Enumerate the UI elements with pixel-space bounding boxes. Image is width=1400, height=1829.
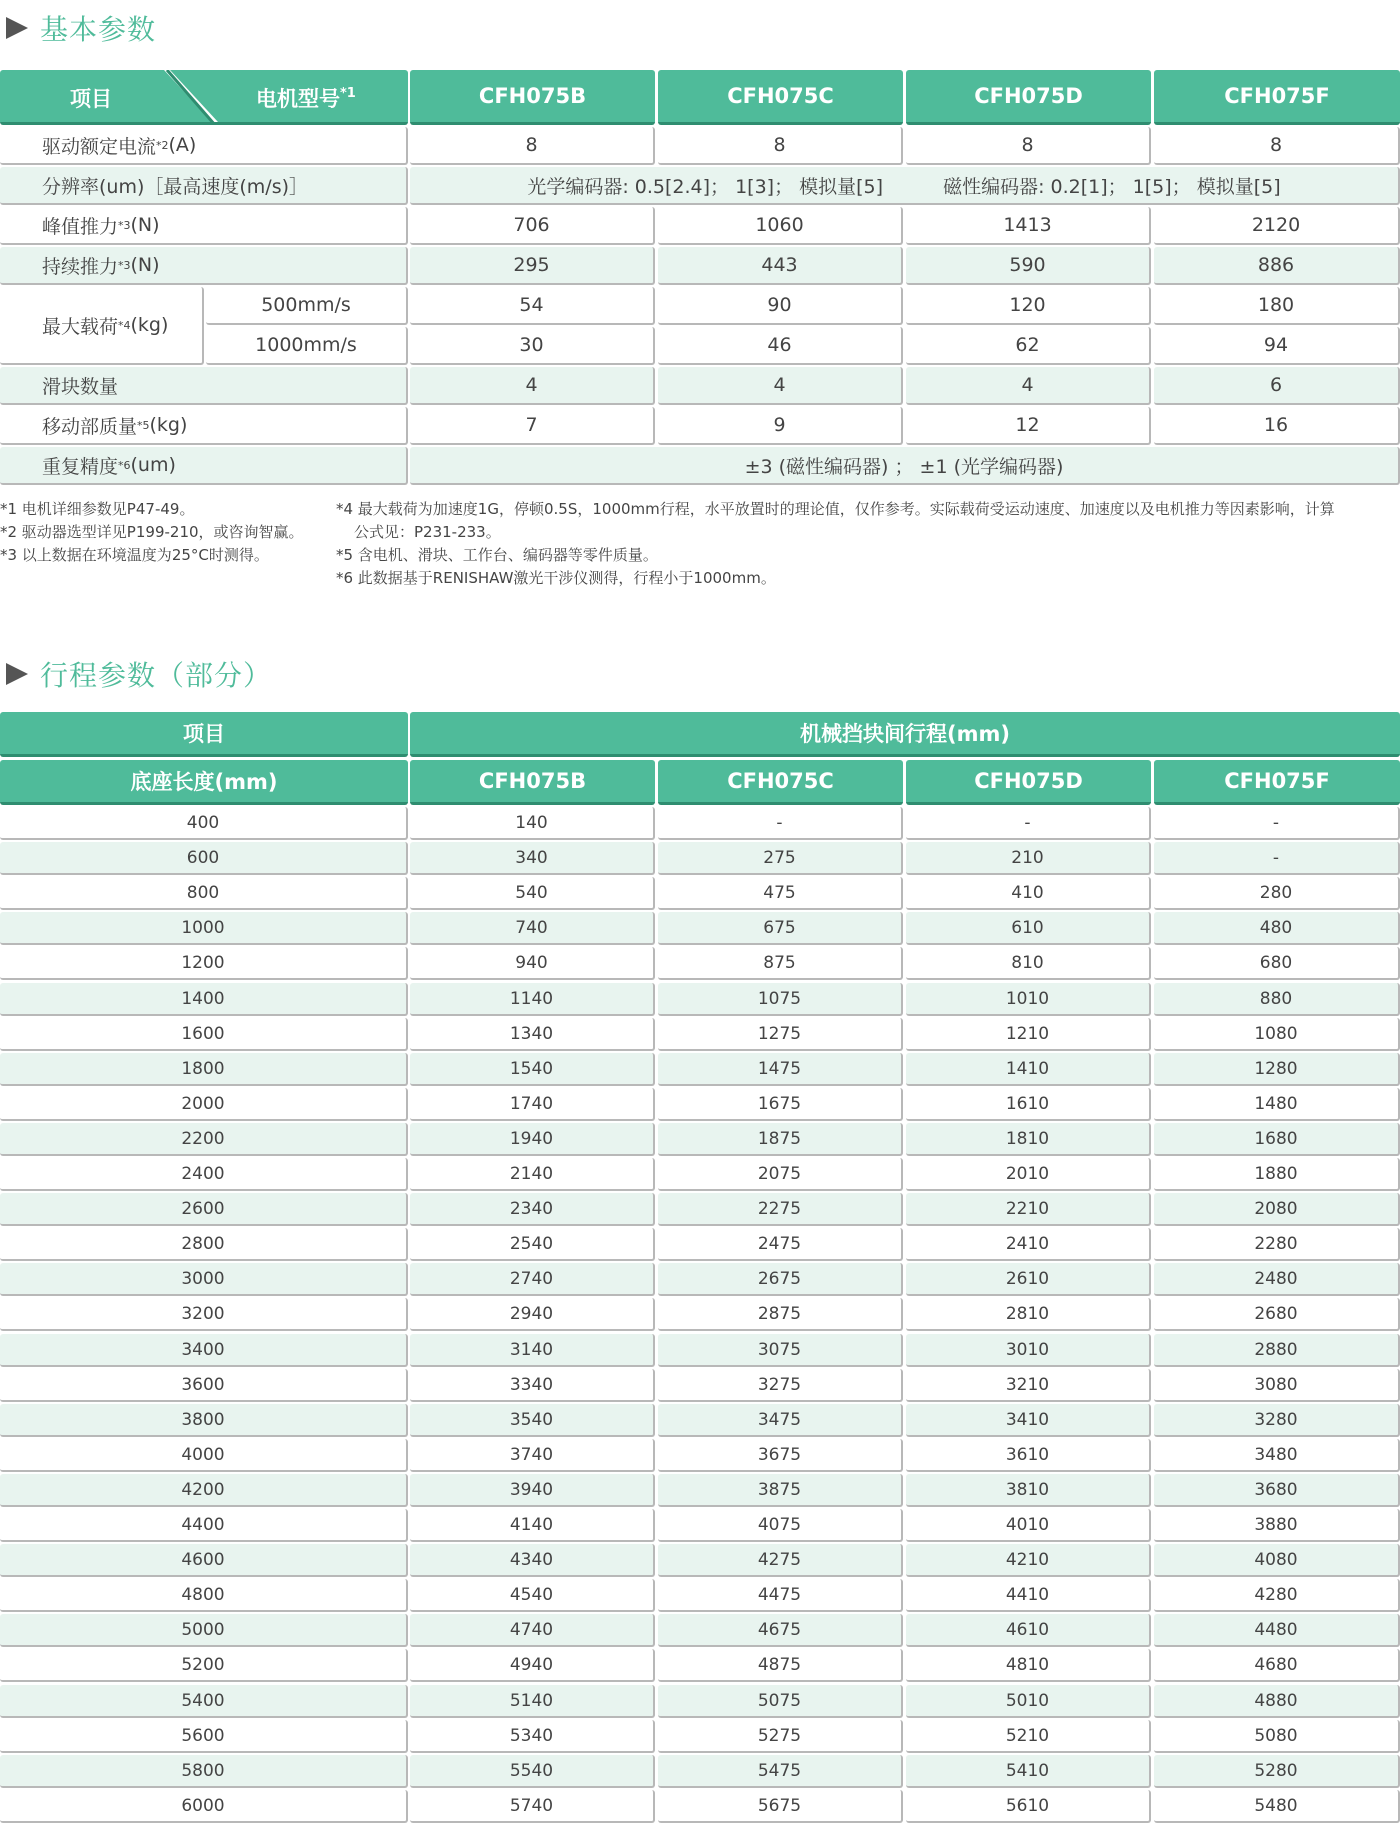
base-length-cell: 2800 [0,1228,408,1261]
value-cell: 62 [906,327,1151,365]
stroke-value-cell: 3210 [906,1369,1151,1402]
stroke-header-item: 项目 [0,712,408,757]
stroke-value-cell: 4810 [906,1649,1151,1682]
stroke-header-span: 机械挡块间行程(mm) [410,712,1400,757]
stroke-value-cell: 5340 [410,1720,655,1753]
value-cell: 8 [906,127,1151,165]
base-length-cell: 5600 [0,1720,408,1753]
footnote-marker: *4 [118,318,131,332]
value-cell: 4 [658,367,903,405]
stroke-value-cell: 2010 [906,1158,1151,1191]
value-cell: 8 [1154,127,1400,165]
stroke-model-header-cfh075c: CFH075C [658,760,903,805]
stroke-value-cell: 675 [658,912,903,945]
value-cell: 1060 [658,207,903,245]
stroke-value-cell: 2210 [906,1193,1151,1226]
stroke-value-cell: 4675 [658,1614,903,1647]
stroke-value-cell: 5610 [906,1790,1151,1823]
value-cell: 94 [1154,327,1400,365]
stroke-value-cell: 2340 [410,1193,655,1226]
stroke-value-cell: 3540 [410,1404,655,1437]
stroke-value-cell: 4680 [1154,1649,1400,1682]
stroke-model-header-cfh075b: CFH075B [410,760,655,805]
value-cell: 886 [1154,247,1400,285]
stroke-value-cell: 540 [410,877,655,910]
stroke-value-cell: 340 [410,842,655,875]
stroke-value-cell: 2680 [1154,1298,1400,1331]
base-length-cell: 1600 [0,1018,408,1051]
basic-params-title: 基本参数 [40,13,157,46]
header-item-motor-cell [0,70,408,125]
base-length-cell: 5800 [0,1755,408,1788]
stroke-value-cell: 2540 [410,1228,655,1261]
stroke-value-cell: 5210 [906,1720,1151,1753]
stroke-value-cell: 1080 [1154,1018,1400,1051]
value-cell: 590 [906,247,1151,285]
base-length-cell: 4600 [0,1544,408,1577]
base-length-cell: 6000 [0,1790,408,1823]
base-length-cell: 4400 [0,1509,408,1542]
base-length-cell: 600 [0,842,408,875]
stroke-value-cell: 2075 [658,1158,903,1191]
value-cell: 7 [410,407,655,445]
base-length-cell: 2400 [0,1158,408,1191]
footnote-marker: *3 [118,258,131,272]
base-length-cell: 1000 [0,912,408,945]
row-label-cell [0,247,408,285]
note-6: *6 此数据基于RENISHAW激光干涉仪测得，行程小于1000mm。 [336,569,776,587]
stroke-value-cell: 3740 [410,1439,655,1472]
value-cell: 12 [906,407,1151,445]
stroke-params-heading [0,652,272,696]
stroke-value-cell: 1610 [906,1088,1151,1121]
notes-left [0,498,304,567]
row-label: 移动部质量 [42,415,138,438]
model-header-cfh075c: CFH075C [658,70,903,125]
stroke-value-cell: 1075 [658,983,903,1016]
header-motor-text: 电机型号 [256,87,340,111]
base-length-cell: 2600 [0,1193,408,1226]
stroke-value-cell: 4880 [1154,1685,1400,1718]
header-item-label: 项目 [70,87,112,111]
stroke-value-cell: 410 [906,877,1151,910]
stroke-value-cell: 4475 [658,1579,903,1612]
stroke-value-cell: 3880 [1154,1509,1400,1542]
stroke-value-cell: 3875 [658,1474,903,1507]
stroke-value-cell: 4010 [906,1509,1151,1542]
note-4: *4 最大载荷为加速度1G，停顿0.5S，1000mm行程，水平放置时的理论值，仅作参考。实际载荷受运动速度、加速度以及电机推力等因素影响，计算 [336,500,1335,518]
stroke-value-cell: 1475 [658,1053,903,1086]
stroke-value-cell: 1275 [658,1018,903,1051]
footnote-marker: *5 [137,418,150,432]
speed-cell: 1000mm/s [206,327,408,365]
note-4-cont: 公式见：P231-233。 [354,523,501,541]
stroke-value-cell: 4410 [906,1579,1151,1612]
stroke-value-cell: 280 [1154,877,1400,910]
base-length-cell: 5200 [0,1649,408,1682]
base-length-cell: 2200 [0,1123,408,1156]
stroke-value-cell: 875 [658,947,903,980]
stroke-value-cell: 2140 [410,1158,655,1191]
stroke-value-cell: 1210 [906,1018,1151,1051]
value-cell: 1413 [906,207,1151,245]
stroke-value-cell: 1340 [410,1018,655,1051]
stroke-value-cell: 1480 [1154,1088,1400,1121]
stroke-value-cell: - [1154,807,1400,840]
value-cell: 706 [410,207,655,245]
stroke-value-cell: 2475 [658,1228,903,1261]
stroke-value-cell: 5075 [658,1685,903,1718]
stroke-value-cell: 3475 [658,1404,903,1437]
base-length-cell: 3200 [0,1298,408,1331]
stroke-value-cell: 210 [906,842,1151,875]
stroke-value-cell: 5010 [906,1685,1151,1718]
model-header-cfh075b: CFH075B [410,70,655,125]
base-length-cell: 3000 [0,1263,408,1296]
stroke-value-cell: 2875 [658,1298,903,1331]
stroke-value-cell: 1940 [410,1123,655,1156]
value-cell: 46 [658,327,903,365]
value-cell: 443 [658,247,903,285]
repeat-accuracy-value-cell: ±3 (磁性编码器) ； ±1 (光学编码器) [410,447,1400,485]
stroke-value-cell: 5080 [1154,1720,1400,1753]
stroke-value-cell: 2810 [906,1298,1151,1331]
base-length-cell: 400 [0,807,408,840]
stroke-value-cell: 4740 [410,1614,655,1647]
stroke-value-cell: 1680 [1154,1123,1400,1156]
stroke-value-cell: 1810 [906,1123,1151,1156]
base-length-cell: 5000 [0,1614,408,1647]
stroke-value-cell: 2740 [410,1263,655,1296]
row-label-cell [0,407,408,445]
stroke-value-cell: 5675 [658,1790,903,1823]
value-cell: 8 [410,127,655,165]
speed-cell: 500mm/s [206,287,408,325]
stroke-value-cell: 4610 [906,1614,1151,1647]
row-unit: (kg) [149,414,188,436]
value-cell: 295 [410,247,655,285]
repeat-accuracy-label-cell [0,447,408,485]
stroke-value-cell: 3940 [410,1474,655,1507]
stroke-value-cell: 3075 [658,1334,903,1367]
stroke-value-cell: 4140 [410,1509,655,1542]
stroke-value-cell: 1540 [410,1053,655,1086]
model-header-cfh075d: CFH075D [906,70,1151,125]
stroke-value-cell: 2080 [1154,1193,1400,1226]
row-label-cell [0,127,408,165]
row-label: 滑块数量 [42,375,119,398]
stroke-value-cell: 5280 [1154,1755,1400,1788]
stroke-value-cell: 3480 [1154,1439,1400,1472]
stroke-value-cell: - [658,807,903,840]
stroke-value-cell: 4340 [410,1544,655,1577]
note-5: *5 含电机、滑块、工作台、编码器等零件质量。 [336,546,658,564]
resolution-values-cell [410,167,1400,205]
stroke-value-cell: 2610 [906,1263,1151,1296]
stroke-value-cell: 5475 [658,1755,903,1788]
stroke-header-base-length: 底座长度(mm) [0,760,408,805]
row-unit: (A) [168,134,197,156]
stroke-value-cell: 4075 [658,1509,903,1542]
footnote-marker: *2 [156,138,169,152]
stroke-value-cell: 2675 [658,1263,903,1296]
value-cell: 9 [658,407,903,445]
stroke-value-cell: 1875 [658,1123,903,1156]
stroke-value-cell: 2275 [658,1193,903,1226]
magnetic-encoder-text: 磁性编码器: 0.2[1]； 1[5]； 模拟量[5] [943,175,1281,198]
stroke-value-cell: 5275 [658,1720,903,1753]
value-cell: 8 [658,127,903,165]
stroke-value-cell: 610 [906,912,1151,945]
stroke-value-cell: 4940 [410,1649,655,1682]
model-header-cfh075f: CFH075F [1154,70,1400,125]
stroke-params-title: 行程参数（部分） [40,659,273,692]
value-cell: 180 [1154,287,1400,325]
stroke-value-cell: 3140 [410,1334,655,1367]
row-label: 最大载荷 [42,315,119,338]
stroke-value-cell: 480 [1154,912,1400,945]
stroke-value-cell: 3340 [410,1369,655,1402]
stroke-value-cell: 1740 [410,1088,655,1121]
stroke-value-cell: 3810 [906,1474,1151,1507]
stroke-value-cell: 5540 [410,1755,655,1788]
stroke-value-cell: 4280 [1154,1579,1400,1612]
resolution-label-cell [0,167,408,205]
note-2: *2 驱动器选型详见P199-210，或咨询智赢。 [0,523,304,541]
stroke-value-cell: 475 [658,877,903,910]
stroke-value-cell: 3280 [1154,1404,1400,1437]
stroke-value-cell: 5480 [1154,1790,1400,1823]
stroke-value-cell: 810 [906,947,1151,980]
value-cell: 4 [906,367,1151,405]
stroke-value-cell: - [906,807,1151,840]
stroke-value-cell: 1880 [1154,1158,1400,1191]
stroke-value-cell: 140 [410,807,655,840]
base-length-cell: 1800 [0,1053,408,1086]
stroke-value-cell: 3410 [906,1404,1151,1437]
row-label: 峰值推力 [42,215,119,238]
stroke-value-cell: 1675 [658,1088,903,1121]
row-unit: (um) [130,454,176,476]
stroke-value-cell: - [1154,842,1400,875]
optical-encoder-text: 光学编码器: 0.5[2.4]； 1[3]； 模拟量[5] [527,175,884,198]
stroke-value-cell: 4875 [658,1649,903,1682]
arrow-icon [6,17,28,39]
base-length-cell: 4200 [0,1474,408,1507]
row-label: 分辨率(um)［最高速度(m/s)］ [42,175,309,198]
stroke-value-cell: 1010 [906,983,1151,1016]
footnote-marker: *3 [118,218,131,232]
stroke-value-cell: 275 [658,842,903,875]
stroke-value-cell: 3610 [906,1439,1151,1472]
row-label-cell [0,207,408,245]
stroke-value-cell: 940 [410,947,655,980]
stroke-model-header-cfh075d: CFH075D [906,760,1151,805]
row-unit: (N) [130,214,160,236]
stroke-value-cell: 3275 [658,1369,903,1402]
stroke-value-cell: 1280 [1154,1053,1400,1086]
stroke-value-cell: 3675 [658,1439,903,1472]
row-label: 驱动额定电流 [42,135,157,158]
stroke-value-cell: 1410 [906,1053,1151,1086]
base-length-cell: 3400 [0,1334,408,1367]
stroke-value-cell: 2480 [1154,1263,1400,1296]
value-cell: 30 [410,327,655,365]
max-load-label-cell [0,287,204,365]
footnote-marker: *6 [118,458,131,472]
row-label-cell [0,367,408,405]
value-cell: 54 [410,287,655,325]
stroke-value-cell: 2280 [1154,1228,1400,1261]
base-length-cell: 3600 [0,1369,408,1402]
stroke-value-cell: 4275 [658,1544,903,1577]
basic-params-heading [0,6,156,50]
stroke-value-cell: 5740 [410,1790,655,1823]
row-unit: (kg) [130,314,169,336]
stroke-value-cell: 4080 [1154,1544,1400,1577]
footnote-marker: *1 [340,86,356,101]
stroke-value-cell: 880 [1154,983,1400,1016]
stroke-value-cell: 2880 [1154,1334,1400,1367]
value-cell: 90 [658,287,903,325]
row-label: 重复精度 [42,455,119,478]
note-3: *3 以上数据在环境温度为25°C时测得。 [0,546,269,564]
stroke-value-cell: 680 [1154,947,1400,980]
base-length-cell: 5400 [0,1685,408,1718]
stroke-value-cell: 4540 [410,1579,655,1612]
value-cell: 2120 [1154,207,1400,245]
value-cell: 16 [1154,407,1400,445]
value-cell: 6 [1154,367,1400,405]
base-length-cell: 1400 [0,983,408,1016]
base-length-cell: 4800 [0,1579,408,1612]
row-unit: (N) [130,254,160,276]
stroke-value-cell: 3680 [1154,1474,1400,1507]
base-length-cell: 2000 [0,1088,408,1121]
stroke-value-cell: 3080 [1154,1369,1400,1402]
base-length-cell: 800 [0,877,408,910]
row-label: 持续推力 [42,255,119,278]
stroke-model-header-cfh075f: CFH075F [1154,760,1400,805]
base-length-cell: 3800 [0,1404,408,1437]
base-length-cell: 1200 [0,947,408,980]
header-motor-label [256,83,356,113]
stroke-value-cell: 2940 [410,1298,655,1331]
value-cell: 120 [906,287,1151,325]
stroke-value-cell: 5140 [410,1685,655,1718]
stroke-value-cell: 2410 [906,1228,1151,1261]
stroke-value-cell: 5410 [906,1755,1151,1788]
value-cell: 4 [410,367,655,405]
note-1: *1 电机详细参数见P47-49。 [0,500,195,518]
base-length-cell: 4000 [0,1439,408,1472]
stroke-value-cell: 4210 [906,1544,1151,1577]
stroke-value-cell: 1140 [410,983,655,1016]
stroke-value-cell: 740 [410,912,655,945]
stroke-value-cell: 4480 [1154,1614,1400,1647]
stroke-value-cell: 3010 [906,1334,1151,1367]
arrow-icon [6,663,28,685]
notes-right [336,498,1335,590]
